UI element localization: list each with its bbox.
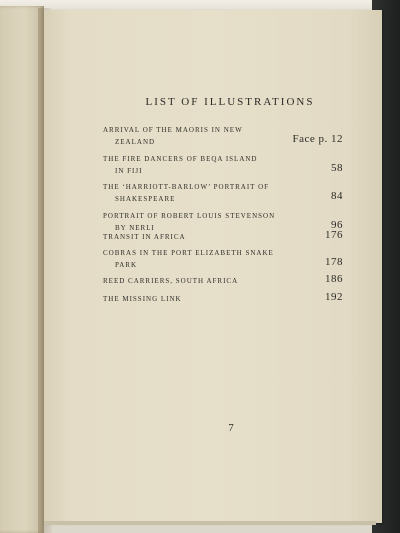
- illustration-page-number: 58: [331, 162, 343, 174]
- illustration-caption: [103, 247, 293, 271]
- illustration-page-number: 176: [325, 229, 343, 241]
- caption-line-1: REED CARRIERS, SOUTH AFRICA: [103, 277, 239, 285]
- page-bottom-edge: [44, 521, 376, 525]
- caption-line-2: PARK: [115, 261, 138, 269]
- caption-line-1: COBRAS IN THE PORT ELIZABETH SNAKE: [103, 249, 274, 257]
- illustration-entry: [103, 247, 343, 271]
- illustration-caption: [103, 124, 293, 148]
- caption-line-1: THE FIRE DANCERS OF BEQA ISLAND: [103, 155, 258, 163]
- illustration-page-number: 186: [325, 273, 343, 285]
- caption-line-2: SHAKESPEARE: [115, 195, 176, 203]
- caption-line-2: IN FIJI: [115, 167, 143, 175]
- background-surface: [0, 0, 400, 10]
- caption-line-1: THE MISSING LINK: [103, 295, 182, 303]
- caption-line-2: BY NERLI: [115, 224, 155, 232]
- book-page: [44, 10, 382, 523]
- illustration-entry: [103, 293, 343, 305]
- page-folio-number: 7: [228, 422, 234, 434]
- illustration-caption: [103, 275, 293, 287]
- illustration-entry: [103, 124, 343, 148]
- illustration-page-number: 96: [331, 219, 343, 231]
- illustration-page-number: 84: [331, 190, 343, 202]
- illustration-page-number: 192: [325, 291, 343, 303]
- illustration-entry: [103, 181, 343, 205]
- illustration-entry: [103, 153, 343, 177]
- illustration-caption: [103, 231, 293, 243]
- illustration-caption: [103, 153, 293, 177]
- illustration-caption: [103, 181, 293, 205]
- caption-line-1: THE ‘HARRIOTT-BARLOW’ PORTRAIT OF: [103, 183, 270, 191]
- illustration-page-number: 178: [325, 256, 343, 268]
- caption-line-1: ARRIVAL OF THE MAORIS IN NEW: [103, 126, 243, 134]
- page-title: LIST OF ILLUSTRATIONS: [145, 96, 315, 108]
- illustration-caption: [103, 293, 293, 305]
- caption-line-2: ZEALAND: [115, 138, 156, 146]
- illustration-entry: [103, 275, 343, 287]
- illustration-entry: [103, 231, 343, 243]
- caption-line-1: TRANSIT IN AFRICA: [103, 233, 186, 241]
- illustration-page-number: Face p. 12: [292, 133, 343, 145]
- caption-line-1: PORTRAIT OF ROBERT LOUIS STEVENSON: [103, 212, 276, 220]
